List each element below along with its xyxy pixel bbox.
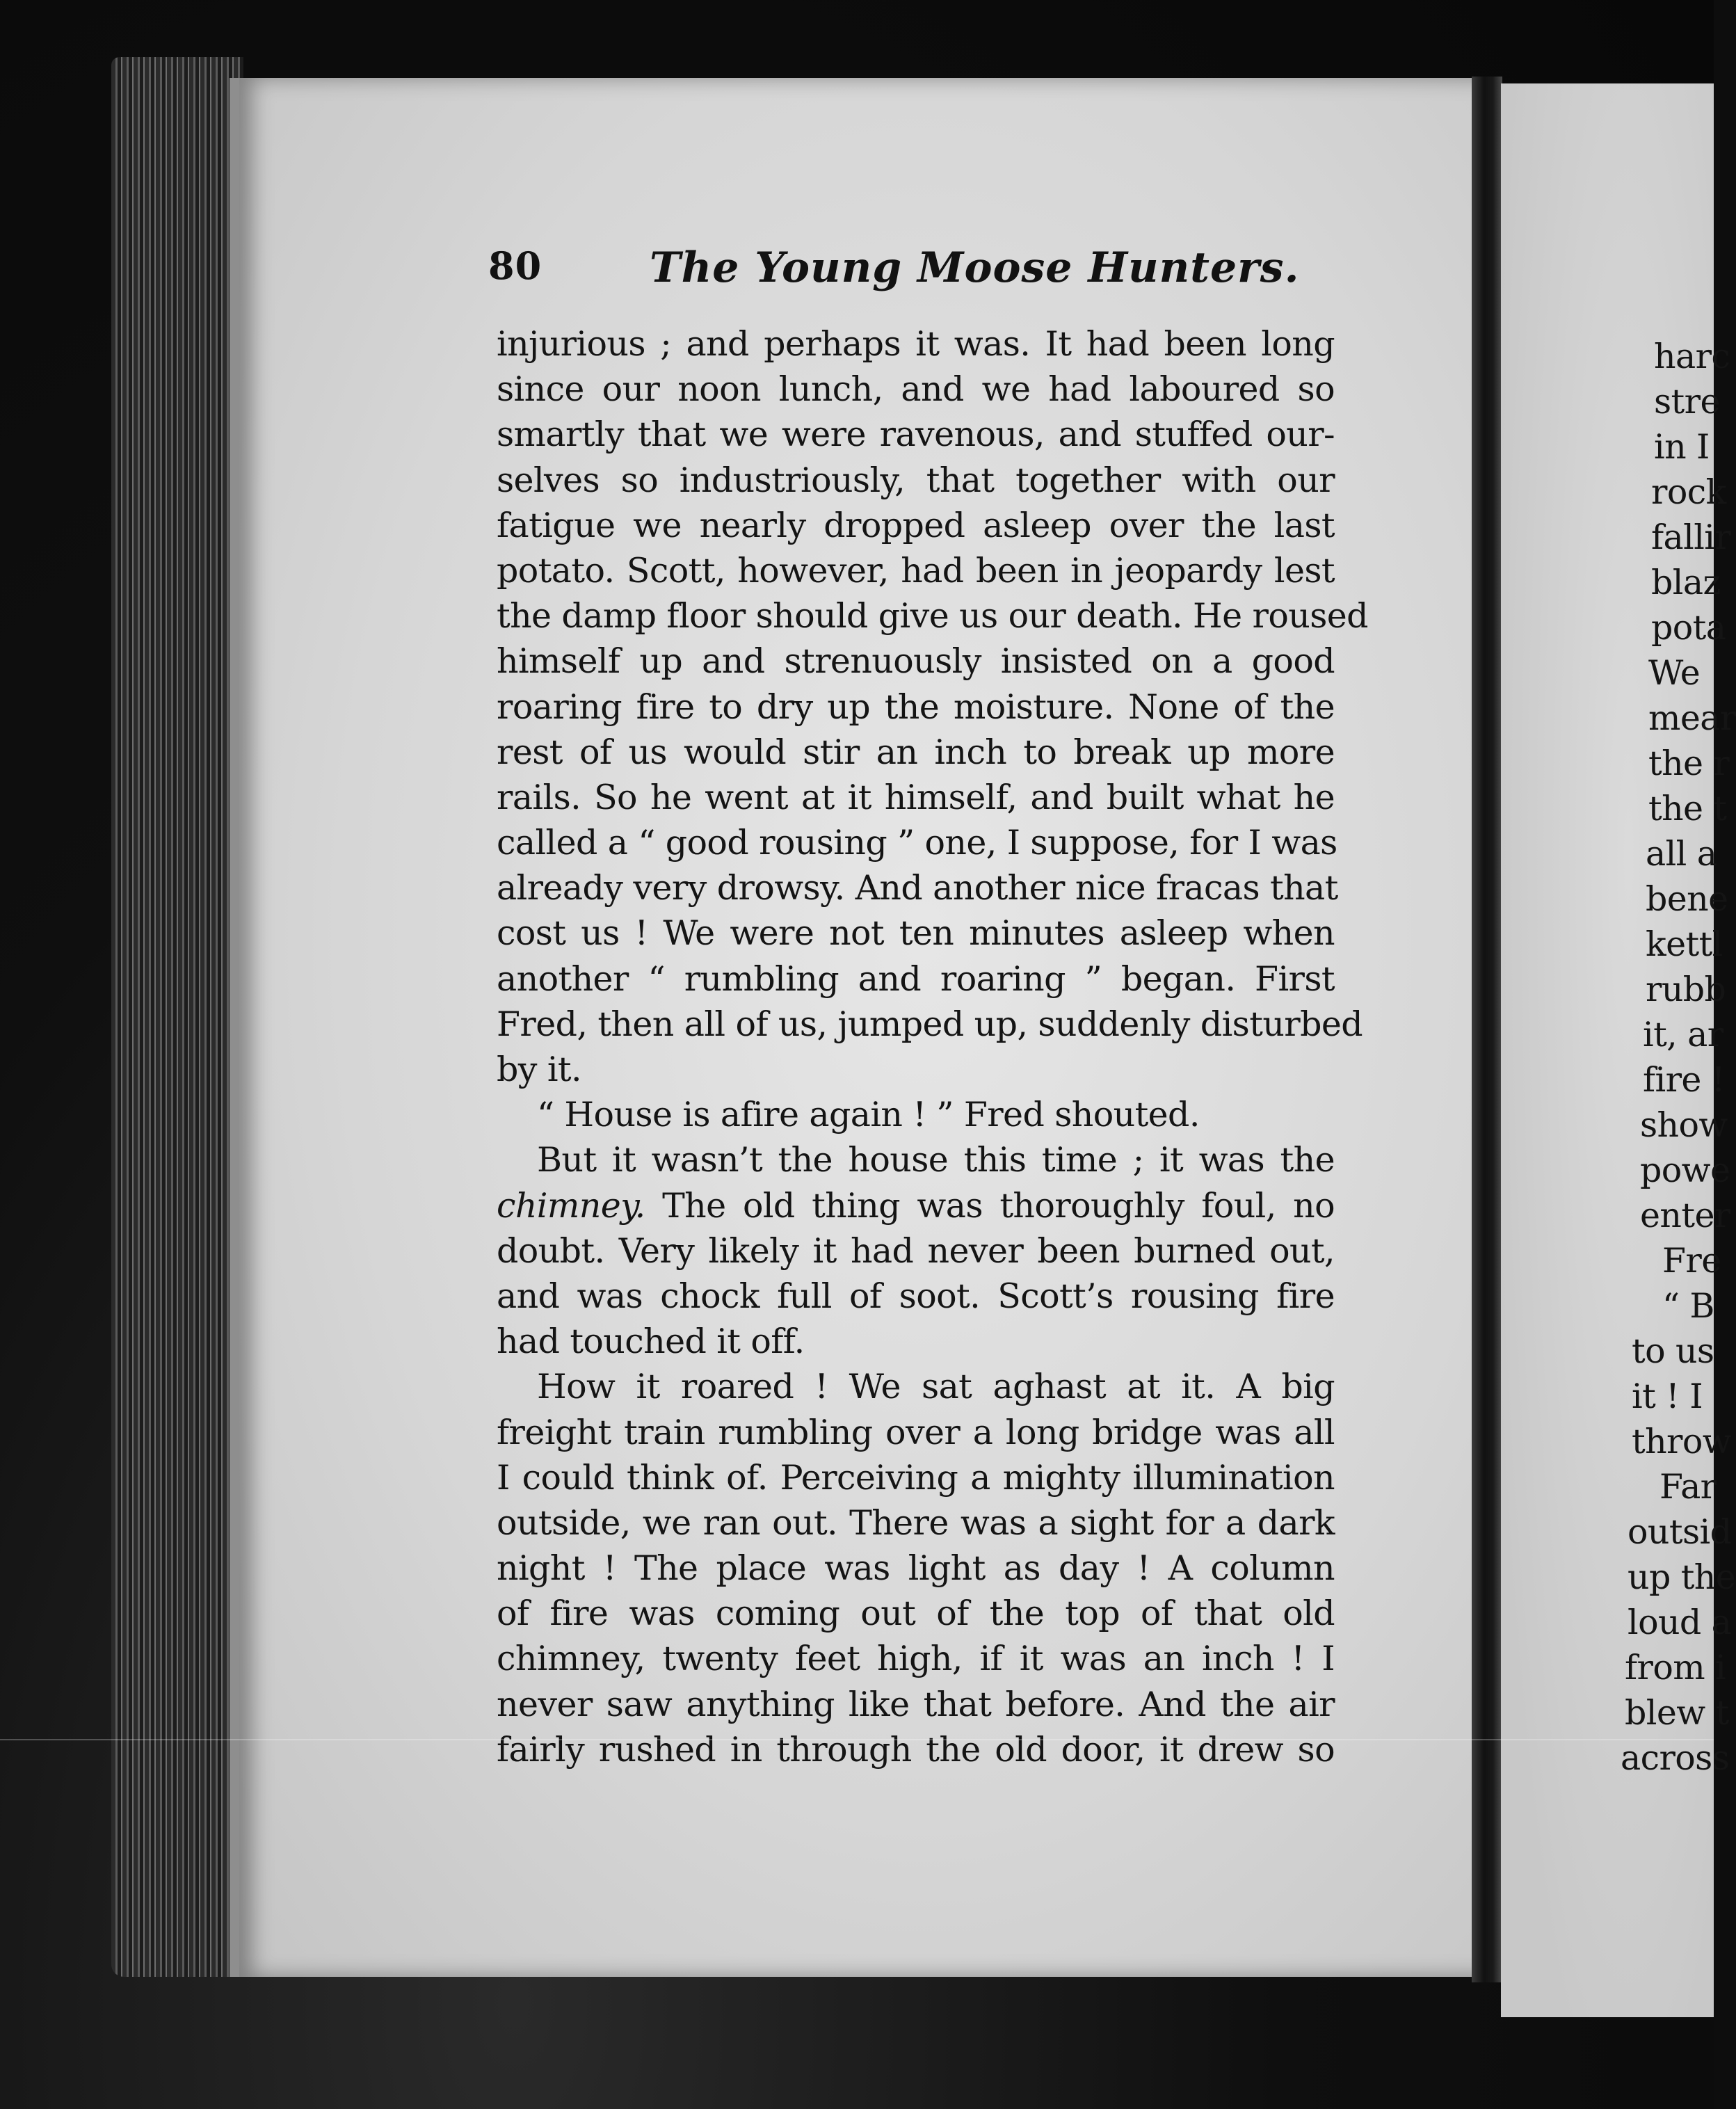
text-line: had touched it off. — [497, 1322, 805, 1362]
right-fragment: bene — [1646, 879, 1728, 919]
right-fragment: across — [1621, 1738, 1730, 1778]
text-line: already very drowsy. And another nice fracas that — [497, 868, 1338, 908]
italic-word: chimney. — [497, 1185, 645, 1226]
right-fragment: it, ar — [1643, 1015, 1723, 1054]
text-line: freight train rumbling over a long bridge was all — [497, 1412, 1335, 1452]
body-text — [497, 321, 1368, 1772]
book-page-edges — [111, 57, 243, 1977]
text-line: Fred, then all of us, jumped up, suddenly disturbed — [497, 1004, 1363, 1044]
text-line: by it. — [497, 1050, 581, 1089]
text-line: fairly rushed in through the old door, it drew so — [497, 1729, 1335, 1770]
text-line: since our noon lunch, and we had laboured so — [497, 369, 1335, 410]
right-fragment: enter — [1640, 1196, 1730, 1235]
book-gutter — [1472, 77, 1502, 1982]
text-line: roaring fire to dry up the moisture. None of the — [497, 687, 1335, 727]
right-fragment: We — [1648, 653, 1701, 693]
right-fragment: fire ! — [1643, 1060, 1725, 1100]
text-line: called a “ good rousing ” one, I suppose, for I was — [497, 823, 1337, 863]
text-line: fatigue we nearly dropped asleep over the last — [497, 505, 1335, 545]
right-fragment: Fre — [1662, 1241, 1721, 1281]
text-line: doubt. Very likely it had never been burned out, — [497, 1230, 1335, 1271]
text-line: rails. So he went at it himself, and built what he — [497, 777, 1335, 817]
right-fragment: up the — [1628, 1557, 1736, 1597]
text-line: himself up and strenuously insisted on a good — [497, 641, 1335, 682]
text-line: “ House is afire again ! ” Fred shouted. — [537, 1095, 1200, 1135]
right-fragment: the r — [1648, 744, 1730, 783]
text-line: But it wasn’t the house this time ; it was the — [537, 1140, 1335, 1180]
right-fragment: rock — [1651, 472, 1726, 512]
right-fragment: loud a — [1628, 1603, 1732, 1642]
text-line: night ! The place was light as day ! A column — [497, 1548, 1335, 1589]
right-fragment: throw — [1632, 1422, 1732, 1461]
text-line: I could think of. Perceiving a mighty illumination — [497, 1457, 1335, 1498]
right-fragment: to us — [1632, 1331, 1714, 1371]
right-fragment: harc — [1654, 337, 1730, 376]
right-fragment: Far — [1659, 1467, 1717, 1507]
running-title: The Young Moose Hunters. — [650, 243, 1300, 292]
text-line: rest of us would stir an inch to break up more — [497, 732, 1335, 772]
text-line: potato. Scott, however, had been in jeopardy lest — [497, 550, 1335, 591]
page-number: 80 — [488, 243, 542, 288]
right-fragment: from i — [1625, 1648, 1726, 1687]
right-fragment: pota — [1651, 608, 1726, 648]
text-line: of fire was coming out of the top of that old — [497, 1594, 1335, 1634]
right-fragment: kettl — [1646, 924, 1723, 964]
right-fragment: rubb — [1646, 970, 1726, 1009]
right-fragment: blaz — [1651, 563, 1721, 602]
text-line: smartly that we were ravenous, and stuffed our- — [497, 415, 1335, 455]
right-fragment: in I — [1654, 427, 1710, 467]
text-line-chimney — [497, 1183, 1335, 1228]
text-line-rest: The old thing was thoroughly foul, no — [645, 1185, 1335, 1226]
text-line: chimney, twenty feet high, if it was an inch ! I — [497, 1639, 1335, 1679]
text-line: and was chock full of soot. Scott’s rousing fire — [497, 1276, 1335, 1316]
right-fragment: mear — [1648, 698, 1736, 738]
right-fragment: show — [1640, 1105, 1728, 1145]
text-line: How it roared ! We sat aghast at it. A big — [537, 1367, 1335, 1407]
right-fragment: powe — [1640, 1150, 1730, 1190]
right-fragment: all a — [1646, 834, 1717, 874]
text-line: never saw anything like that before. And the air — [497, 1684, 1335, 1724]
scan-artifact-line — [0, 1739, 1714, 1740]
right-fragment: outsid — [1628, 1512, 1732, 1552]
right-fragment: blew t — [1625, 1693, 1729, 1733]
right-fragment: the t — [1648, 789, 1727, 828]
text-line: selves so industriously, that together with our — [497, 460, 1335, 500]
text-line: outside, we ran out. There was a sight for a dark — [497, 1502, 1335, 1543]
right-fragment: “ B — [1662, 1286, 1714, 1326]
text-line: the damp floor should give us our death. He roused — [497, 596, 1368, 636]
right-fragment: fallir — [1651, 518, 1731, 557]
text-line: injurious ; and perhaps it was. It had been long — [497, 324, 1335, 364]
page-header — [488, 243, 1392, 299]
text-line: cost us ! We were not ten minutes asleep when — [497, 913, 1335, 954]
right-fragment: it ! I — [1632, 1377, 1703, 1416]
text-line: another “ rumbling and roaring ” began. First — [497, 959, 1335, 999]
right-fragment: stre — [1654, 382, 1720, 422]
